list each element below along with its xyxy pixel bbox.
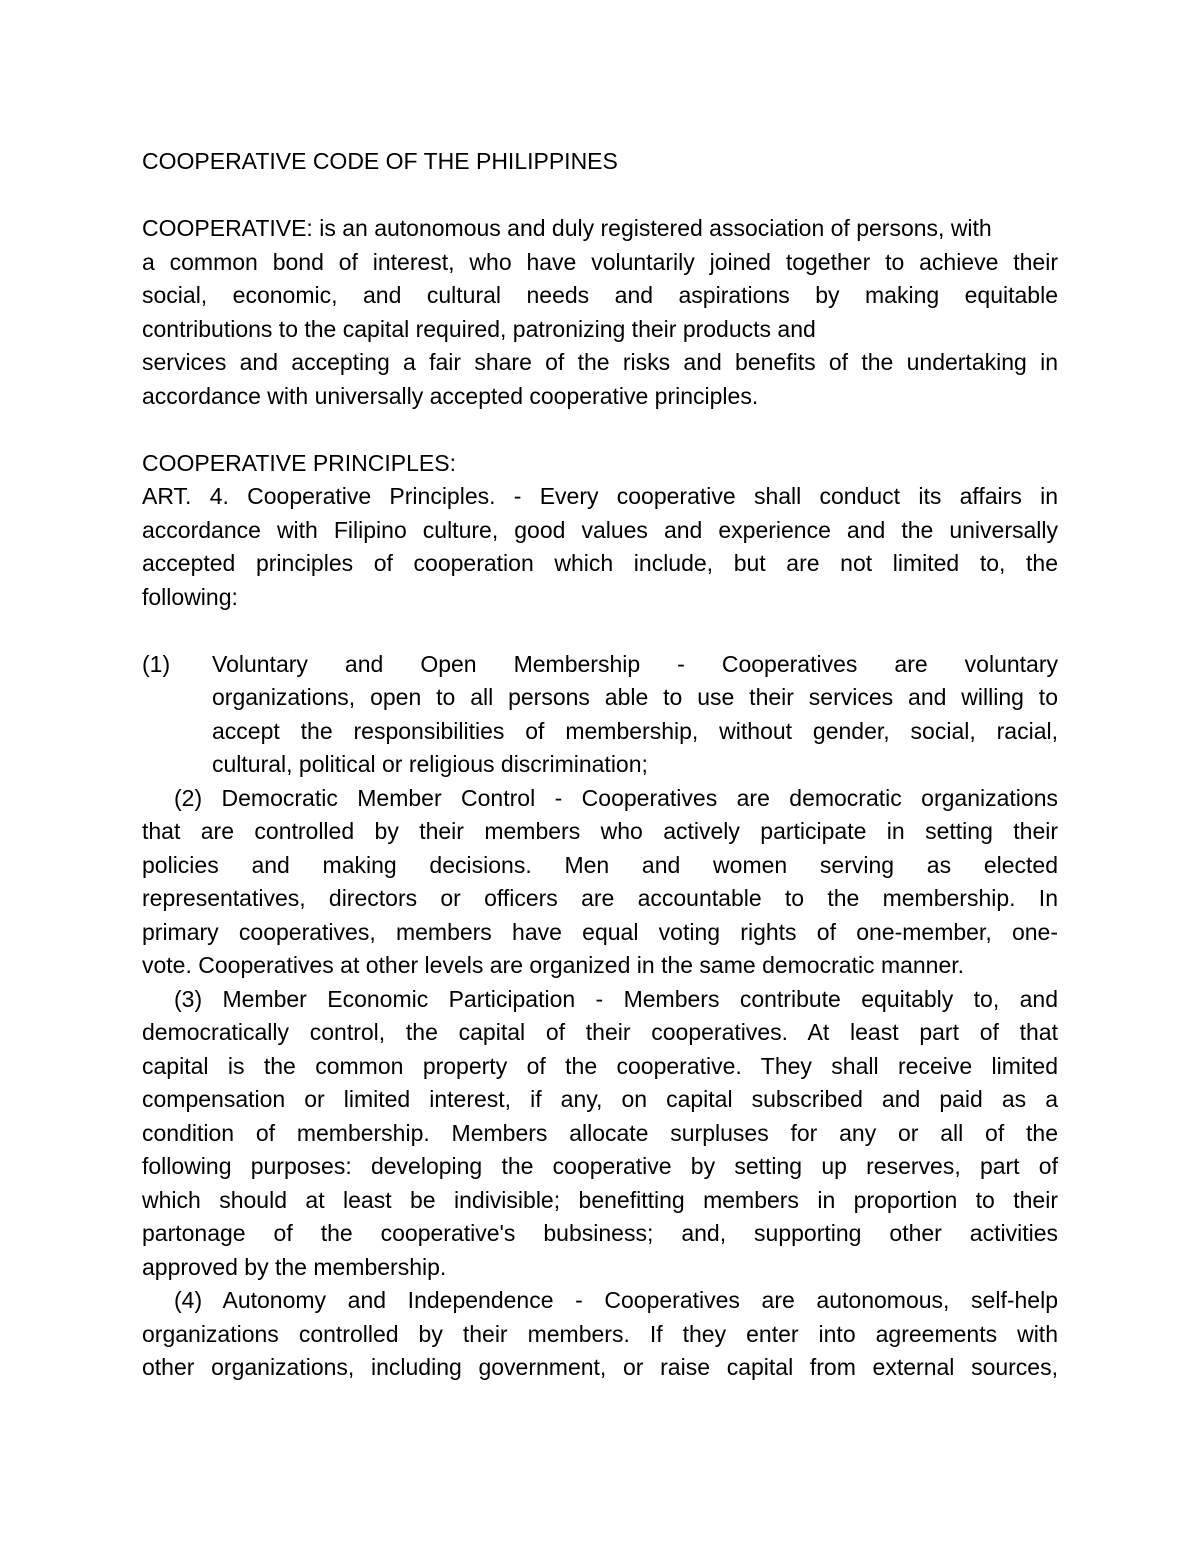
item-line: organizations controlled by their members. If they enter into agreements with <box>142 1320 1058 1347</box>
principles-heading: COOPERATIVE PRINCIPLES: <box>142 449 456 476</box>
spacer <box>142 179 1058 213</box>
spacer <box>142 614 1058 648</box>
item-line: other organizations, including government, or raise capital from external sources, <box>142 1354 1058 1380</box>
document-title: COOPERATIVE CODE OF THE PHILIPPINES <box>142 148 618 174</box>
item-line: (3) Member Economic Participation - Members contribute equitably to, and <box>174 985 1058 1012</box>
item-line: which should at least be indivisible; benefitting members in proportion to their <box>142 1186 1058 1213</box>
principle-item-2 <box>142 782 1058 983</box>
item-line: vote. Cooperatives at other levels are organized in the same democratic manner. <box>142 952 965 978</box>
article-line: ART. 4. Cooperative Principles. - Every cooperative shall conduct its affairs in <box>142 483 1058 509</box>
definition-line: contributions to the capital required, patronizing their products and <box>142 315 816 342</box>
item-line: condition of membership. Members allocate surpluses for any or all of the <box>142 1119 1058 1146</box>
cooperative-definition <box>142 212 1058 413</box>
item-number: (1) <box>142 650 171 677</box>
item-line: (2) Democratic Member Control - Cooperatives are democratic organizations <box>174 784 1058 811</box>
item-line: Voluntary and Open Membership - Cooperatives are voluntary <box>212 650 1058 677</box>
item-line: cultural, political or religious discrimination; <box>212 751 648 777</box>
item-line: representatives, directors or officers are accountable to the membership. In <box>142 885 1058 911</box>
item-line: accept the responsibilities of membership, without gender, social, racial, <box>212 717 1058 744</box>
item-line: approved by the membership. <box>142 1253 447 1280</box>
definition-line: social, economic, and cultural needs and aspirations by making equitable <box>142 282 1058 308</box>
item-line: compensation or limited interest, if any, on capital subscribed and paid as a <box>142 1086 1058 1112</box>
principle-item-4 <box>142 1284 1058 1385</box>
item-line: that are controlled by their members who actively participate in setting their <box>142 818 1058 844</box>
item-line: partonage of the cooperative's bubsiness; and, supporting other activities <box>142 1220 1058 1246</box>
item-line: (4) Autonomy and Independence - Cooperatives are autonomous, self-help <box>174 1287 1058 1313</box>
definition-line: accordance with universally accepted cooperative principles. <box>142 382 759 409</box>
article-line: accepted principles of cooperation which include, but are not limited to, the <box>142 550 1058 576</box>
principle-item-3 <box>142 983 1058 1285</box>
item-line: primary cooperatives, members have equal voting rights of one-member, one- <box>142 918 1058 945</box>
article-line: accordance with Filipino culture, good values and experience and the universally <box>142 516 1058 543</box>
document-page <box>142 145 1058 1385</box>
definition-line: a common bond of interest, who have voluntarily joined together to achieve their <box>142 248 1058 275</box>
item-line: democratically control, the capital of their cooperatives. At least part of that <box>142 1019 1058 1045</box>
principle-item-1 <box>142 648 1058 782</box>
definition-line: services and accepting a fair share of the risks and benefits of the undertaking in <box>142 349 1058 375</box>
item-line: policies and making decisions. Men and women serving as elected <box>142 851 1058 878</box>
spacer <box>142 413 1058 447</box>
article-4 <box>142 480 1058 614</box>
item-line: following purposes: developing the cooperative by setting up reserves, part of <box>142 1153 1058 1179</box>
item-line: capital is the common property of the cooperative. They shall receive limited <box>142 1052 1058 1079</box>
article-line: following: <box>142 583 238 610</box>
definition-line: COOPERATIVE: is an autonomous and duly registered association of persons, with <box>142 215 992 241</box>
item-line: organizations, open to all persons able to use their services and willing to <box>212 684 1058 710</box>
